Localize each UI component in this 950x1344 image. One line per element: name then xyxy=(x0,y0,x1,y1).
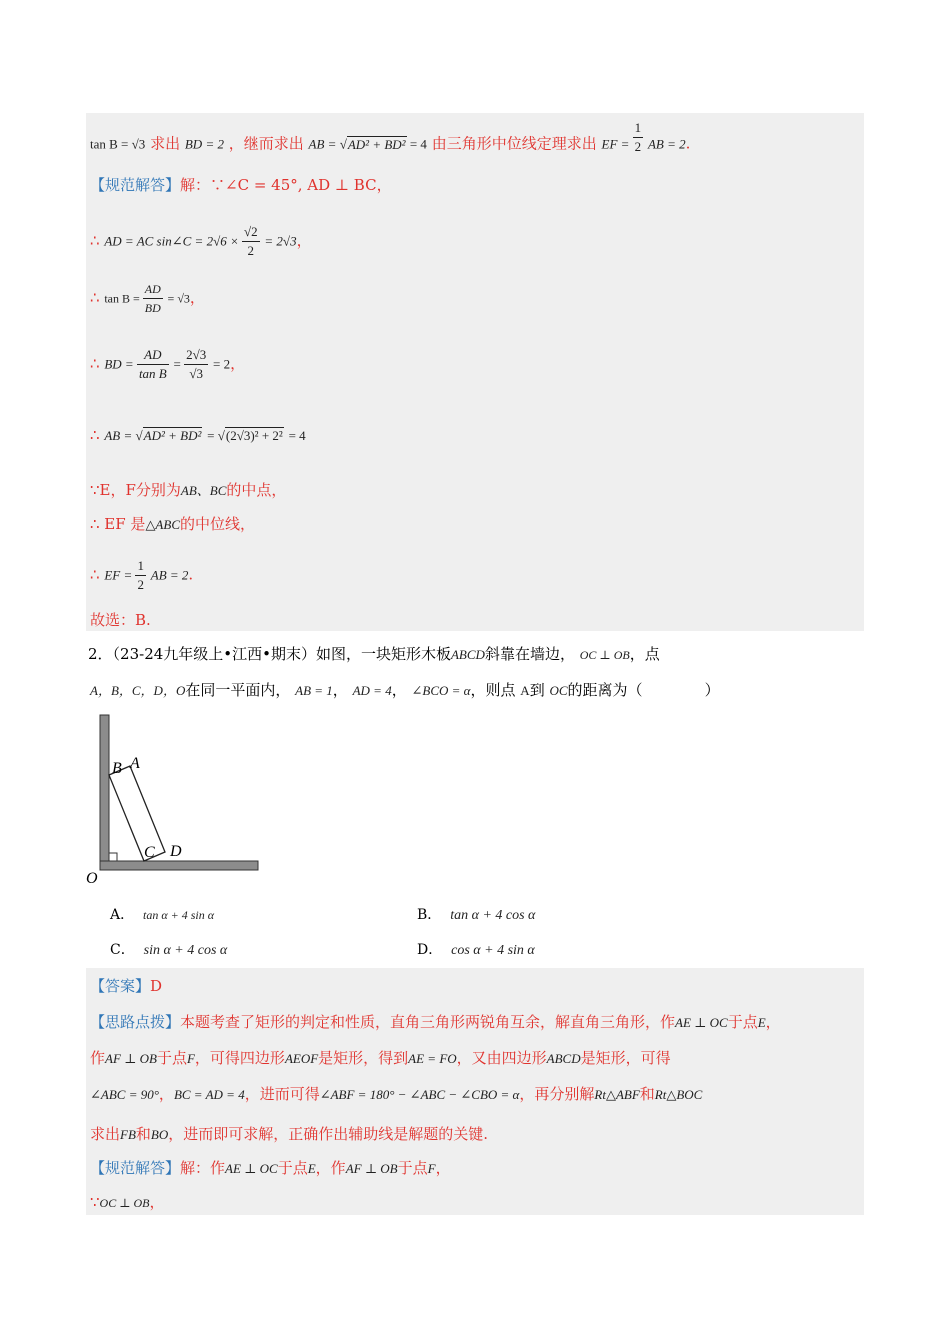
wall xyxy=(100,715,109,870)
step-ef: ∴ EF = $\frac{1}{2}$ AB = 2. xyxy=(90,558,194,592)
option-b[interactable]: B． tan α + 4 cos α xyxy=(417,907,536,923)
label-d: D xyxy=(170,843,182,860)
label-b: B xyxy=(112,760,122,777)
hint-label: 【思路点拨】 xyxy=(90,1013,181,1031)
step-bd: ∴ BD = $\frac{AD}{\text{tan B}}$ = $\frac{2√3}{√3}$ = 2， xyxy=(90,347,246,381)
solution-start-line: 【规范解答】解：∵∠C = 45°, AD ⊥ BC， xyxy=(90,176,392,194)
last-step-line: ∵OC ⊥ OB， xyxy=(90,1193,165,1211)
floor xyxy=(100,861,258,870)
question-line-1: 2．（23-24九年级上•江西•期末）如图，一块矩形木板ABCD斜靠在墙边， OC ⊥ OB，点 xyxy=(88,645,660,663)
option-a[interactable]: A． tan α + 4 sin α xyxy=(110,907,215,923)
hint-line-1: 【思路点拨】本题考查了矩形的判定和性质，直角三角形两锐角互余，解直角三角形，作AE ⊥ OC于点E， xyxy=(90,1013,781,1031)
label-a: A xyxy=(130,755,140,772)
label-c: C xyxy=(144,844,155,861)
option-d[interactable]: D． cos α + 4 sin α xyxy=(417,942,535,958)
step-midpoints: ∵E，F分别为AB、BC的中点， xyxy=(90,481,287,499)
step-ad: ∴ AD = AC sin∠C = 2√6 × $\frac{√2}{2}$ = 2√3， xyxy=(90,224,312,258)
solution-line-2: 【规范解答】解：作AE ⊥ OC于点E，作AF ⊥ OB于点F， xyxy=(90,1159,451,1177)
answer-label: 【答案】 xyxy=(90,977,151,995)
right-angle-mark xyxy=(109,853,117,861)
hint-line-2: 作AF ⊥ OB于点F，可得四边形AEOF是矩形，得到AE = FO，又由四边形ABCD是矩形，可得 xyxy=(90,1049,671,1067)
option-c[interactable]: C． sin α + 4 cos α xyxy=(110,942,228,958)
analysis-line: tan B = √3 求出 BD = 2 ，继而求出 AB = √AD² + BD² = 4 由三角形中位线定理求出 EF = $\frac{1}{2}$ AB = 2. xyxy=(90,120,691,154)
hint-line-3: ∠ABC = 90°，BC = AD = 4，进而可得∠ABF = 180° − ∠ABC − ∠CBO = α，再分别解Rt△ABF和Rt△BOC xyxy=(90,1085,703,1103)
solution-label: 【规范解答】 xyxy=(90,176,181,194)
choice-line: 故选：B. xyxy=(90,611,151,629)
answer-value: D xyxy=(150,977,163,995)
step-midline: ∴ EF 是△ABC的中位线， xyxy=(90,515,256,533)
solution-label-2: 【规范解答】 xyxy=(90,1159,181,1177)
board-abcd xyxy=(109,766,165,861)
step-ab: ∴ AB = √AD² + BD² = √(2√3)² + 2² = 4 xyxy=(90,426,306,444)
step-tanb: ∴ tan B = $\frac{AD}{BD}$ = √3， xyxy=(90,282,205,315)
wall-board-figure xyxy=(80,705,280,885)
hint-line-4: 求出FB和BO，进而即可求解，正确作出辅助线是解题的关键. xyxy=(90,1125,489,1143)
answer-line xyxy=(90,976,162,996)
label-o: O xyxy=(86,870,98,885)
question-line-2: A，B，C，D，O在同一平面内， AB = 1， AD = 4， ∠BCO = α，则点 A到 OC的距离为（ ） xyxy=(90,681,720,699)
